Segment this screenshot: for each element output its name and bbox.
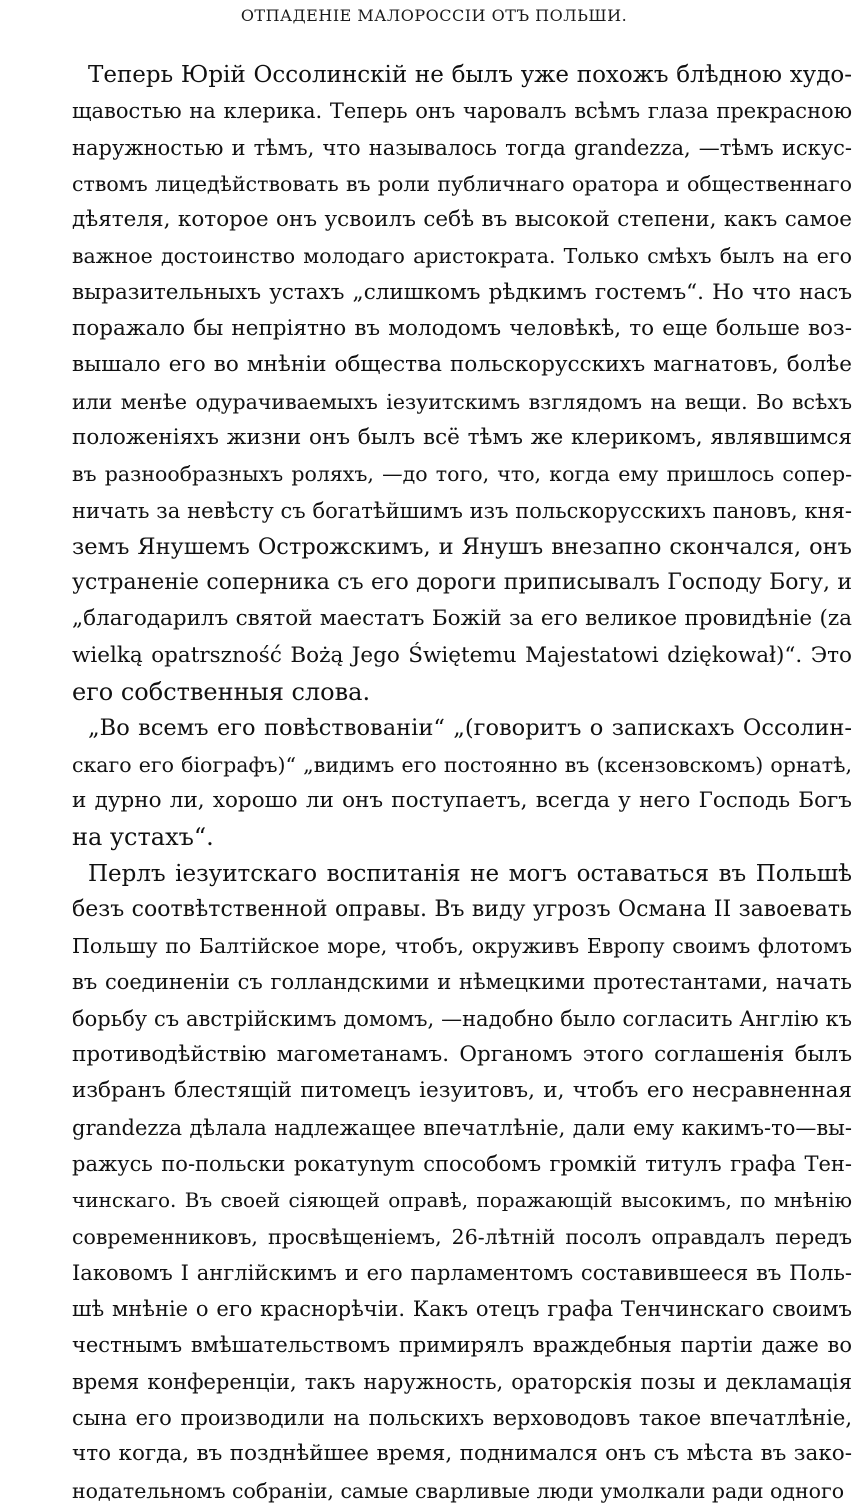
text-line: дѣятеля, которое онъ усвоилъ себѣ въ высокой степени, какъ самое xyxy=(72,207,852,233)
text-line: вышало его во мнѣніи общества польскорусскихъ магнатовъ, болѣе xyxy=(72,352,852,378)
text-line: „благодарилъ святой маестатъ Божій за его великое провидѣніе (za xyxy=(72,606,852,632)
text-line: противодѣйствію магометанамъ. Органомъ этого соглашенія былъ xyxy=(72,1042,852,1068)
text-line: Польшу по Балтійское море, чтобъ, окруживъ Европу своимъ флотомъ xyxy=(72,934,852,959)
text-line: современниковъ, просвѣщеніемъ, 26-лѣтній посолъ оправдалъ передъ xyxy=(72,1224,852,1249)
text-line: въ разнообразныхъ роляхъ, —до того, что, когда ему пришлось сопер- xyxy=(72,462,852,487)
paragraph xyxy=(72,856,852,1509)
text-line: его собственныя слова. xyxy=(72,678,371,707)
text-line: чинскаго. Въ своей сіяющей оправѣ, поражающій высокимъ, по мнѣнію xyxy=(72,1188,852,1213)
text-line: безъ соотвѣтственной оправы. Въ виду угрозъ Османа II завоевать xyxy=(72,896,852,922)
text-line: или менѣе одурачиваемыхъ іезуитскимъ взглядомъ на вещи. Во всѣхъ xyxy=(72,389,852,414)
text-line: и дурно ли, хорошо ли онъ поступаетъ, всегда у него Господь Богъ xyxy=(72,787,852,813)
text-line: grandezza дѣлала надлежащее впечатлѣніе, дали ему какимъ-то—вы- xyxy=(72,1115,852,1140)
text-line: выразительныхъ устахъ „слишкомъ рѣдкимъ гостемъ“. Но что насъ xyxy=(72,279,852,305)
text-line: нодательномъ собраніи, самые сварливые люди умолкали ради одного xyxy=(72,1478,845,1503)
text-line: wielką opatrszność Bożą Jego Świętemu Majestatowi dziękował)“. Это xyxy=(72,642,852,668)
running-header: ОТПАДЕНІЕ МАЛОРОССІИ ОТЪ ПОЛЬШИ. xyxy=(240,6,628,25)
text-line: сына его производили на польскихъ верховодовъ такое впечатлѣніе, xyxy=(72,1405,852,1430)
text-line: ражусь по-польски рокатуnym способомъ громкій титулъ графа Тен- xyxy=(72,1151,852,1176)
text-line: скаго его біографъ)“ „видимъ его постоянно въ (ксензовскомъ) орнатѣ, xyxy=(72,752,852,777)
text-line: земъ Янушемъ Острожскимъ, и Янушъ внезапно скончался, онъ xyxy=(72,533,852,560)
text-line: наружностью и тѣмъ, что называлось тогда grandezza, —тѣмъ искус- xyxy=(72,135,852,160)
paragraph xyxy=(72,710,852,855)
text-line: ничать за невѣсту съ богатѣйшимъ изъ польскорусскихъ пановъ, кня- xyxy=(72,498,852,523)
text-line: поражало бы непріятно въ молодомъ человѣкѣ, то еще больше воз- xyxy=(72,316,852,342)
text-line: что когда, въ позднѣйшее время, поднимался онъ съ мѣста въ зако- xyxy=(72,1441,852,1467)
text-line: Перлъ іезуитскаго воспитанія не могъ оставаться въ Польшѣ xyxy=(88,860,852,887)
text-line: въ соединеніи съ голландскими и нѣмецкими протестантами, начать xyxy=(72,970,852,995)
text-line: щавостью на клерика. Теперь онъ чаровалъ всѣмъ глаза прекрасною xyxy=(72,99,852,124)
text-line: честнымъ вмѣшательствомъ примирялъ враждебныя партіи даже во xyxy=(72,1333,852,1358)
text-line: устраненіе соперника съ его дороги приписывалъ Господу Богу, и xyxy=(72,570,852,596)
text-line: борьбу съ австрійскимъ домомъ, —надобно было согласить Англію къ xyxy=(72,1006,852,1031)
body-text xyxy=(72,57,852,1509)
text-line: на устахъ“. xyxy=(72,823,214,852)
text-line: ствомъ лицедѣйствовать въ роли публичнаго оратора и общественнаго xyxy=(72,171,852,196)
paragraph xyxy=(72,57,852,710)
text-line: Іаковомъ I англійскимъ и его парламентомъ составившееся въ Поль- xyxy=(72,1260,852,1285)
text-line: шѣ мнѣніе о его краснорѣчіи. Какъ отецъ графа Тенчинскаго своимъ xyxy=(72,1297,852,1322)
text-line: положеніяхъ жизни онъ былъ всё тѣмъ же клерикомъ, являвшимся xyxy=(72,424,852,450)
text-line: важное достоинство молодаго аристократа. Только смѣхъ былъ на его xyxy=(72,244,852,269)
text-line: время конференціи, такъ наружность, ораторскія позы и декламація xyxy=(72,1369,852,1394)
text-line: „Во всемъ его повѣствованіи“ „(говоритъ о запискахъ Оссолин- xyxy=(88,715,852,742)
text-line: Теперь Юрій Оссолинскій не былъ уже похожъ блѣдною худо- xyxy=(88,62,852,88)
text-line: избранъ блестящій питомецъ іезуитовъ, и, чтобъ его несравненная xyxy=(72,1078,852,1104)
